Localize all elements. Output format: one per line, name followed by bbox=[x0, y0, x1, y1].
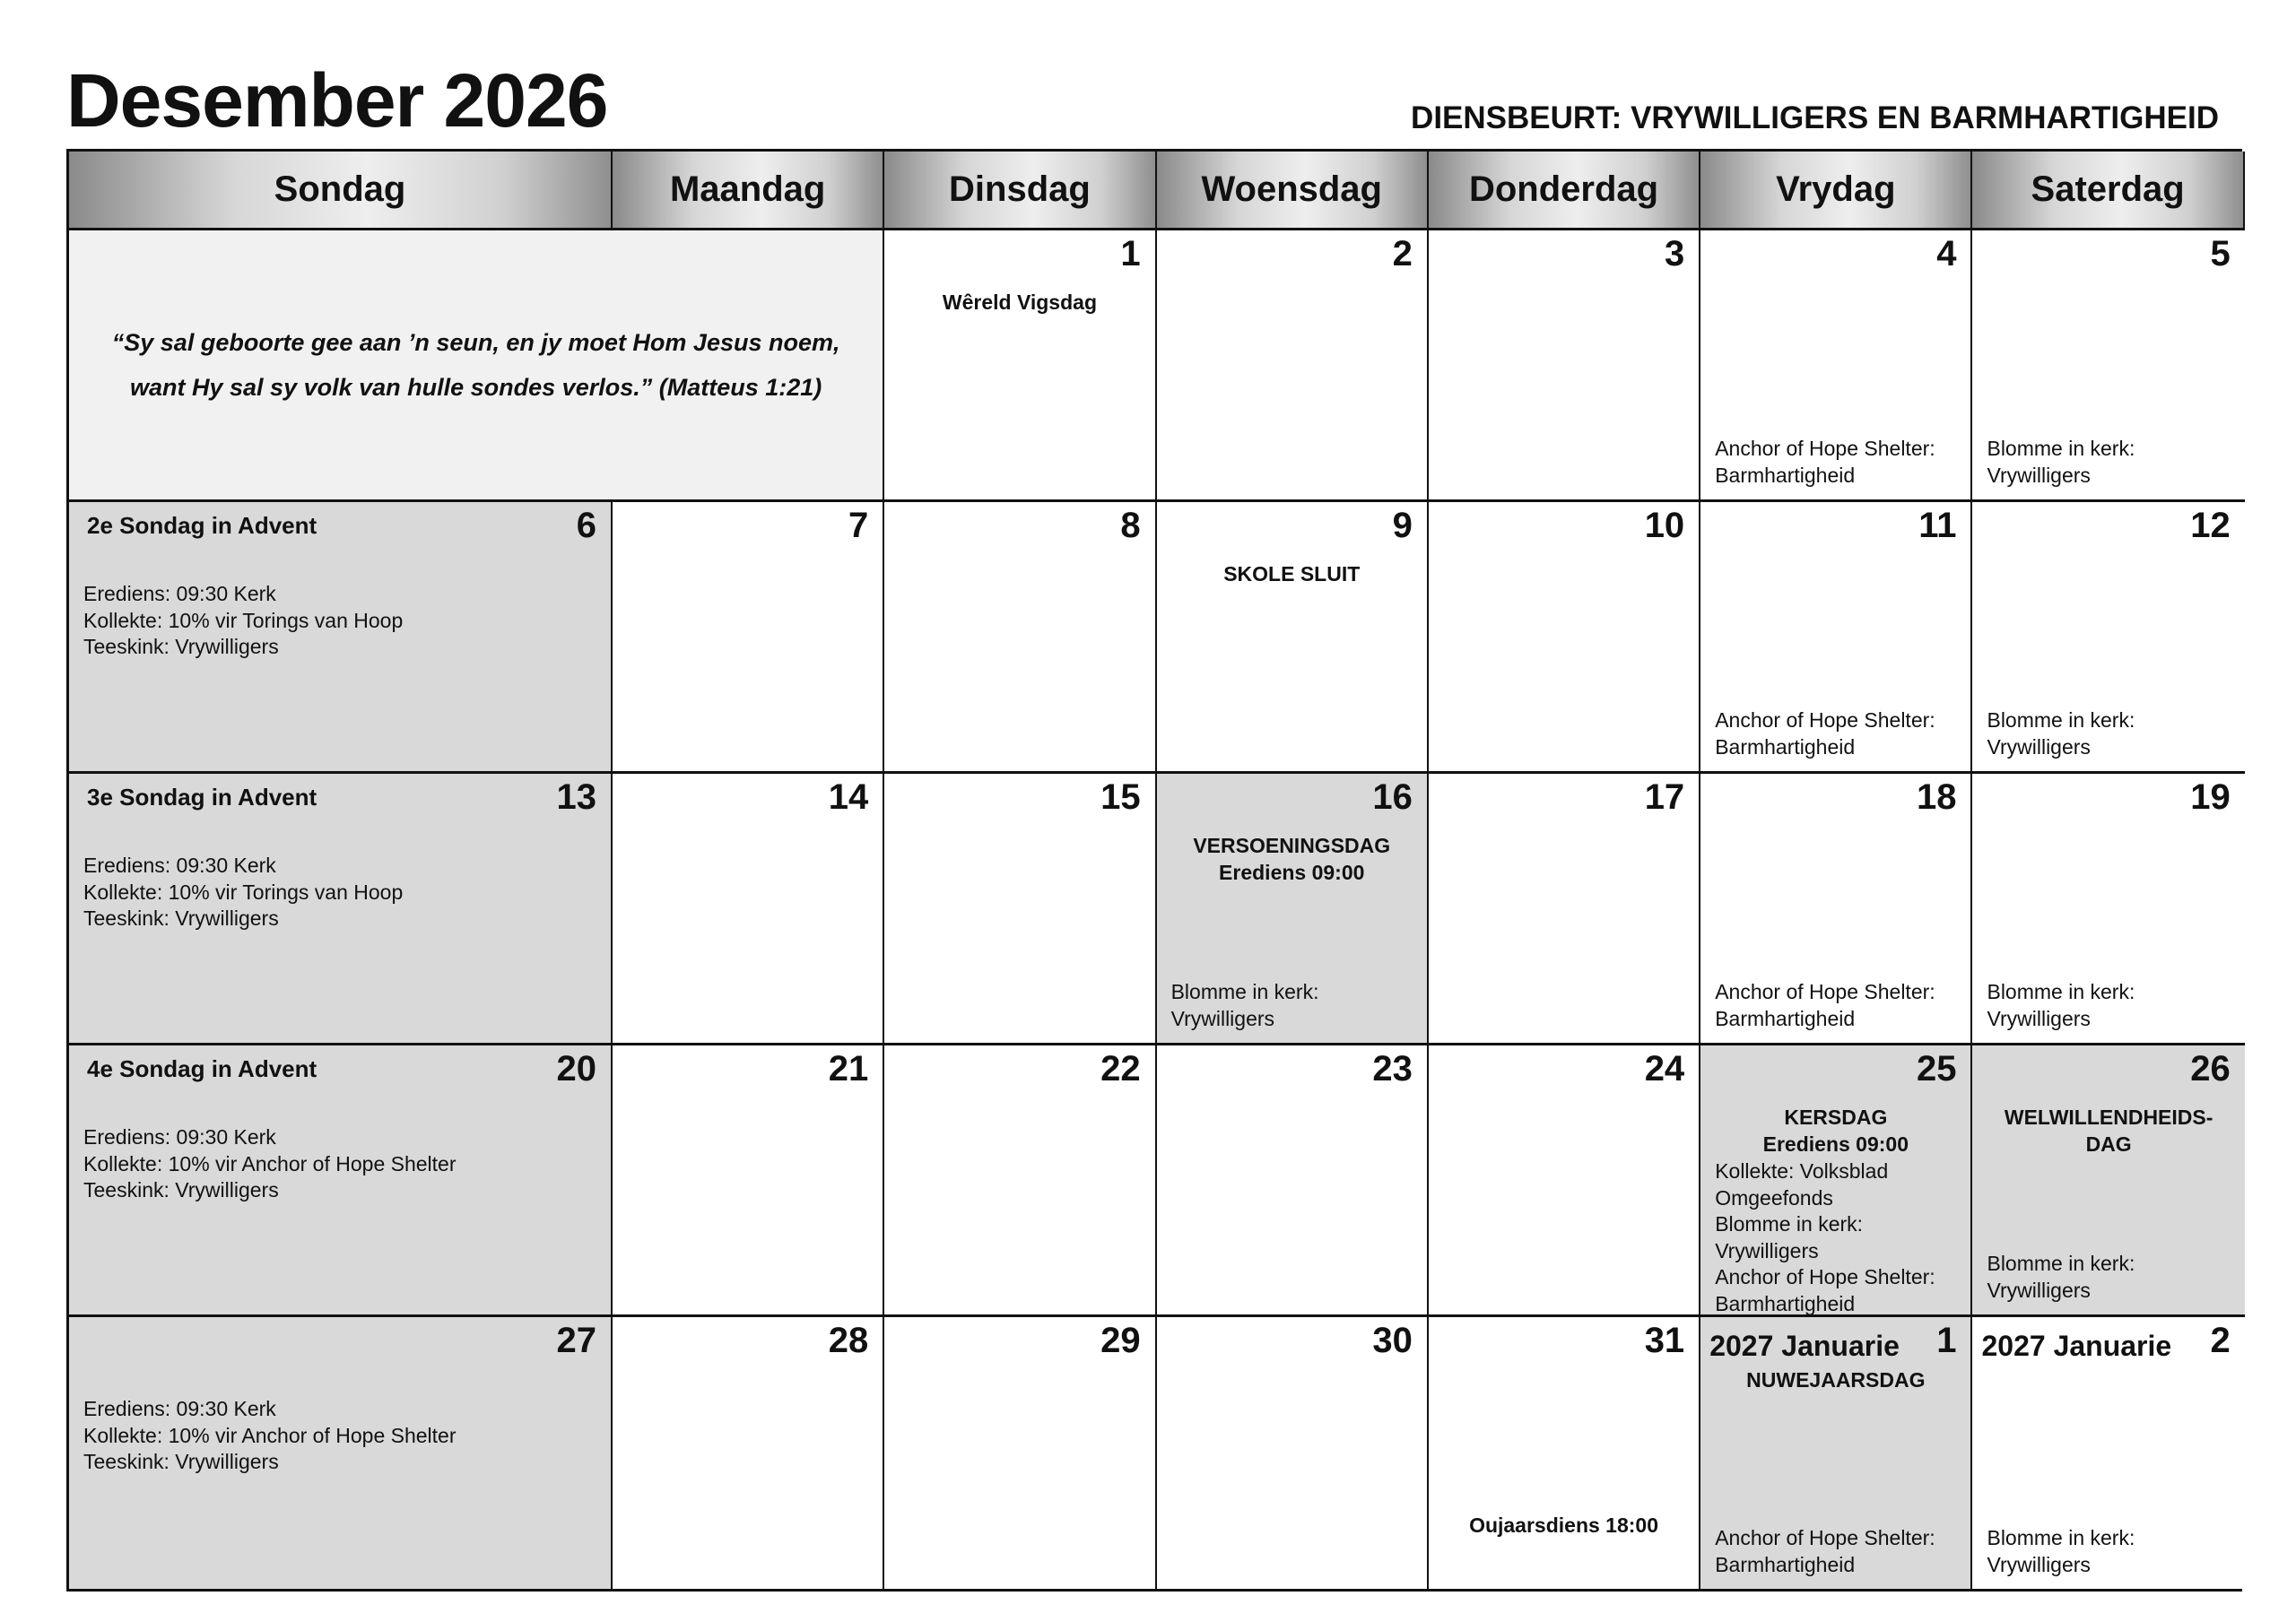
cell-notes bbox=[1715, 1525, 1963, 1578]
note-line: Kollekte: 10% vir Torings van Hoop bbox=[83, 880, 404, 904]
day-cell[interactable] bbox=[1157, 1317, 1429, 1589]
day-number: 12 bbox=[2190, 506, 2231, 545]
weekday-header-saterdag: Saterdag bbox=[1972, 152, 2244, 230]
note-line: Vrywilligers bbox=[1987, 1552, 2091, 1576]
day-cell[interactable] bbox=[1157, 1045, 1429, 1317]
day-cell[interactable] bbox=[884, 502, 1156, 774]
day-cell[interactable] bbox=[1972, 774, 2244, 1045]
scripture-quote: “Sy sal geboorte gee aan ’n seun, en jy moet Hom Jesus noem, want Hy sal sy volk van hulle sondes verlos.” (Matteus 1:21) bbox=[69, 230, 884, 502]
day-cell[interactable] bbox=[69, 1317, 613, 1589]
note-line: Kollekte: 10% vir Torings van Hoop bbox=[83, 608, 404, 632]
note-line: Barmhartigheid bbox=[1715, 734, 1856, 759]
note-line: Vrywilligers bbox=[1170, 1006, 1275, 1030]
day-number: 7 bbox=[848, 506, 869, 545]
cell-notes bbox=[1987, 1251, 2237, 1304]
note-line: Barmhartigheid bbox=[1715, 463, 1856, 487]
event-label: DAG bbox=[2085, 1132, 2132, 1156]
note-line: Kollekte: 10% vir Anchor of Hope Shelter bbox=[83, 1423, 457, 1447]
cell-notes bbox=[1715, 436, 1963, 489]
note-line: Omgeefonds bbox=[1715, 1185, 1833, 1210]
day-number: 23 bbox=[1372, 1049, 1413, 1089]
note-line: Blomme in kerk: bbox=[1170, 980, 1319, 1003]
day-number: 20 bbox=[556, 1049, 596, 1089]
event-label: NUWEJAARSDAG bbox=[1746, 1368, 1926, 1392]
day-number: 14 bbox=[828, 777, 869, 817]
day-number: 10 bbox=[1644, 506, 1685, 545]
note-line: Erediens: 09:30 Kerk bbox=[83, 854, 276, 877]
weekday-header-sondag: Sondag bbox=[69, 152, 613, 230]
event-label: Wêreld Vigsdag bbox=[942, 291, 1097, 314]
day-number: 9 bbox=[1392, 506, 1413, 545]
day-cell[interactable] bbox=[884, 1317, 1156, 1589]
note-line: Barmhartigheid bbox=[1715, 1006, 1856, 1030]
event-label: WELWILLENDHEIDS- bbox=[2004, 1106, 2213, 1129]
day-cell[interactable] bbox=[1700, 774, 1972, 1045]
day-cell[interactable] bbox=[1157, 502, 1429, 774]
day-cell[interactable] bbox=[1429, 1045, 1700, 1317]
cell-notes bbox=[83, 1396, 604, 1476]
day-number: 24 bbox=[1644, 1049, 1685, 1089]
note-line: Barmhartigheid bbox=[1715, 1552, 1856, 1576]
cell-notes bbox=[1715, 1158, 1963, 1317]
note-line: Blomme in kerk: bbox=[1987, 708, 2135, 732]
cell-notes bbox=[83, 853, 604, 932]
day-cell[interactable] bbox=[1700, 1045, 1972, 1317]
day-cell[interactable] bbox=[1972, 1317, 2244, 1589]
weekday-header-maandag: Maandag bbox=[613, 152, 884, 230]
day-cell[interactable] bbox=[1429, 230, 1700, 502]
day-cell[interactable] bbox=[69, 1045, 613, 1317]
sunday-title: 4e Sondag in Advent bbox=[87, 1055, 317, 1082]
event-labels bbox=[1157, 833, 1427, 886]
sunday-title: 3e Sondag in Advent bbox=[87, 784, 317, 811]
day-number: 21 bbox=[828, 1049, 869, 1089]
note-line: Kollekte: 10% vir Anchor of Hope Shelter bbox=[83, 1151, 457, 1175]
day-cell[interactable] bbox=[69, 774, 613, 1045]
note-line: Anchor of Hope Shelter: bbox=[1715, 708, 1935, 732]
day-cell[interactable] bbox=[613, 1045, 884, 1317]
day-number: 3 bbox=[1664, 234, 1685, 273]
day-number: 1 bbox=[1120, 234, 1141, 273]
day-cell[interactable] bbox=[613, 502, 884, 774]
day-cell[interactable] bbox=[1429, 1317, 1700, 1589]
day-cell[interactable] bbox=[1972, 502, 2244, 774]
day-number: 1 bbox=[1936, 1321, 1957, 1360]
note-line: Vrywilligers bbox=[1987, 734, 2091, 759]
month-label: 2027 Januarie bbox=[1709, 1330, 1900, 1362]
day-cell[interactable] bbox=[1429, 502, 1700, 774]
day-cell[interactable] bbox=[1157, 774, 1429, 1045]
day-cell[interactable] bbox=[1700, 502, 1972, 774]
note-line: Erediens: 09:30 Kerk bbox=[83, 582, 276, 605]
cell-notes bbox=[1987, 979, 2237, 1032]
day-number: 27 bbox=[556, 1321, 596, 1360]
day-cell[interactable] bbox=[1700, 1317, 1972, 1589]
day-cell[interactable] bbox=[1429, 774, 1700, 1045]
cell-notes bbox=[83, 1124, 604, 1204]
note-line: Anchor of Hope Shelter: bbox=[1715, 437, 1935, 460]
event-labels bbox=[1700, 1105, 1970, 1158]
day-cell[interactable] bbox=[613, 774, 884, 1045]
day-cell[interactable] bbox=[884, 230, 1156, 502]
day-number: 26 bbox=[2190, 1049, 2231, 1089]
note-line: Erediens: 09:30 Kerk bbox=[83, 1397, 276, 1420]
day-number: 2 bbox=[1392, 234, 1413, 273]
note-line: Anchor of Hope Shelter: bbox=[1715, 980, 1935, 1003]
note-line: Anchor of Hope Shelter: bbox=[1715, 1526, 1935, 1549]
note-line: Blomme in kerk: bbox=[1987, 980, 2135, 1003]
day-number: 4 bbox=[1936, 234, 1957, 273]
note-line: Vrywilligers bbox=[1715, 1238, 1819, 1262]
page-title: Desember 2026 bbox=[66, 58, 608, 143]
weekday-header-dinsdag: Dinsdag bbox=[884, 152, 1156, 230]
event-label: Erediens 09:00 bbox=[1762, 1132, 1909, 1156]
note-line: Teeskink: Vrywilligers bbox=[83, 1450, 279, 1473]
cell-notes bbox=[1171, 979, 1420, 1032]
calendar-grid bbox=[66, 149, 2242, 1592]
note-line: Vrywilligers bbox=[1987, 1278, 2091, 1302]
day-cell[interactable] bbox=[1700, 230, 1972, 502]
day-cell[interactable] bbox=[613, 1317, 884, 1589]
page-subtitle: DIENSBEURT: VRYWILLIGERS EN BARMHARTIGHEID bbox=[1411, 100, 2219, 135]
note-line: Erediens: 09:30 Kerk bbox=[83, 1125, 276, 1149]
note-line: Blomme in kerk: bbox=[1987, 437, 2135, 460]
day-cell[interactable] bbox=[1972, 1045, 2244, 1317]
event-label: Oujaarsdiens 18:00 bbox=[1469, 1513, 1659, 1537]
sunday-title: 2e Sondag in Advent bbox=[87, 512, 317, 539]
day-number: 17 bbox=[1644, 777, 1685, 817]
note-line: Barmhartigheid bbox=[1715, 1291, 1856, 1315]
cell-notes bbox=[83, 581, 604, 661]
cell-notes bbox=[1715, 979, 1963, 1032]
weekday-header-vrydag: Vrydag bbox=[1700, 152, 1972, 230]
day-number: 11 bbox=[1918, 506, 1957, 545]
day-number: 29 bbox=[1100, 1321, 1141, 1360]
note-line: Teeskink: Vrywilligers bbox=[83, 1178, 279, 1201]
day-cell[interactable] bbox=[1157, 230, 1429, 502]
event-labels bbox=[884, 290, 1154, 317]
day-number: 16 bbox=[1372, 777, 1413, 817]
note-line: Blomme in kerk: bbox=[1987, 1252, 2135, 1275]
weekday-header-woensdag: Woensdag bbox=[1157, 152, 1429, 230]
day-number: 5 bbox=[2210, 234, 2231, 273]
event-label: KERSDAG bbox=[1784, 1106, 1888, 1129]
event-label: VERSOENINGSDAG bbox=[1193, 834, 1391, 857]
day-number: 2 bbox=[2210, 1321, 2231, 1360]
note-line: Blomme in kerk: bbox=[1715, 1212, 1864, 1236]
day-cell[interactable] bbox=[69, 502, 613, 774]
day-number: 22 bbox=[1100, 1049, 1141, 1089]
day-cell[interactable] bbox=[884, 1045, 1156, 1317]
event-label: SKOLE SLUIT bbox=[1223, 562, 1361, 585]
note-line: Teeskink: Vrywilligers bbox=[83, 906, 279, 930]
note-line: Anchor of Hope Shelter: bbox=[1715, 1265, 1935, 1288]
day-number: 8 bbox=[1120, 506, 1141, 545]
day-number: 18 bbox=[1916, 777, 1957, 817]
note-line: Vrywilligers bbox=[1987, 1006, 2091, 1030]
day-number: 25 bbox=[1916, 1049, 1957, 1089]
day-cell[interactable] bbox=[1972, 230, 2244, 502]
day-number: 15 bbox=[1100, 777, 1141, 817]
month-label: 2027 Januarie bbox=[1981, 1330, 2172, 1362]
day-number: 31 bbox=[1644, 1321, 1685, 1360]
event-labels bbox=[1157, 561, 1427, 588]
day-number: 19 bbox=[2190, 777, 2231, 817]
weekday-header-donderdag: Donderdag bbox=[1429, 152, 1700, 230]
cell-notes bbox=[1987, 1525, 2237, 1578]
event-label: Erediens 09:00 bbox=[1219, 860, 1365, 884]
note-line: Teeskink: Vrywilligers bbox=[83, 635, 279, 658]
note-line: Vrywilligers bbox=[1987, 463, 2091, 487]
note-line: Kollekte: Volksblad bbox=[1715, 1159, 1889, 1183]
day-cell[interactable] bbox=[884, 774, 1156, 1045]
cell-notes bbox=[1987, 436, 2237, 489]
note-line: Blomme in kerk: bbox=[1987, 1526, 2135, 1549]
event-labels bbox=[1972, 1105, 2244, 1158]
day-number: 6 bbox=[576, 506, 596, 545]
day-number: 30 bbox=[1372, 1321, 1413, 1360]
event-labels bbox=[1700, 1367, 1970, 1394]
day-number: 28 bbox=[828, 1321, 869, 1360]
cell-notes bbox=[1987, 707, 2237, 760]
day-number: 13 bbox=[556, 777, 596, 817]
cell-notes bbox=[1715, 707, 1963, 760]
